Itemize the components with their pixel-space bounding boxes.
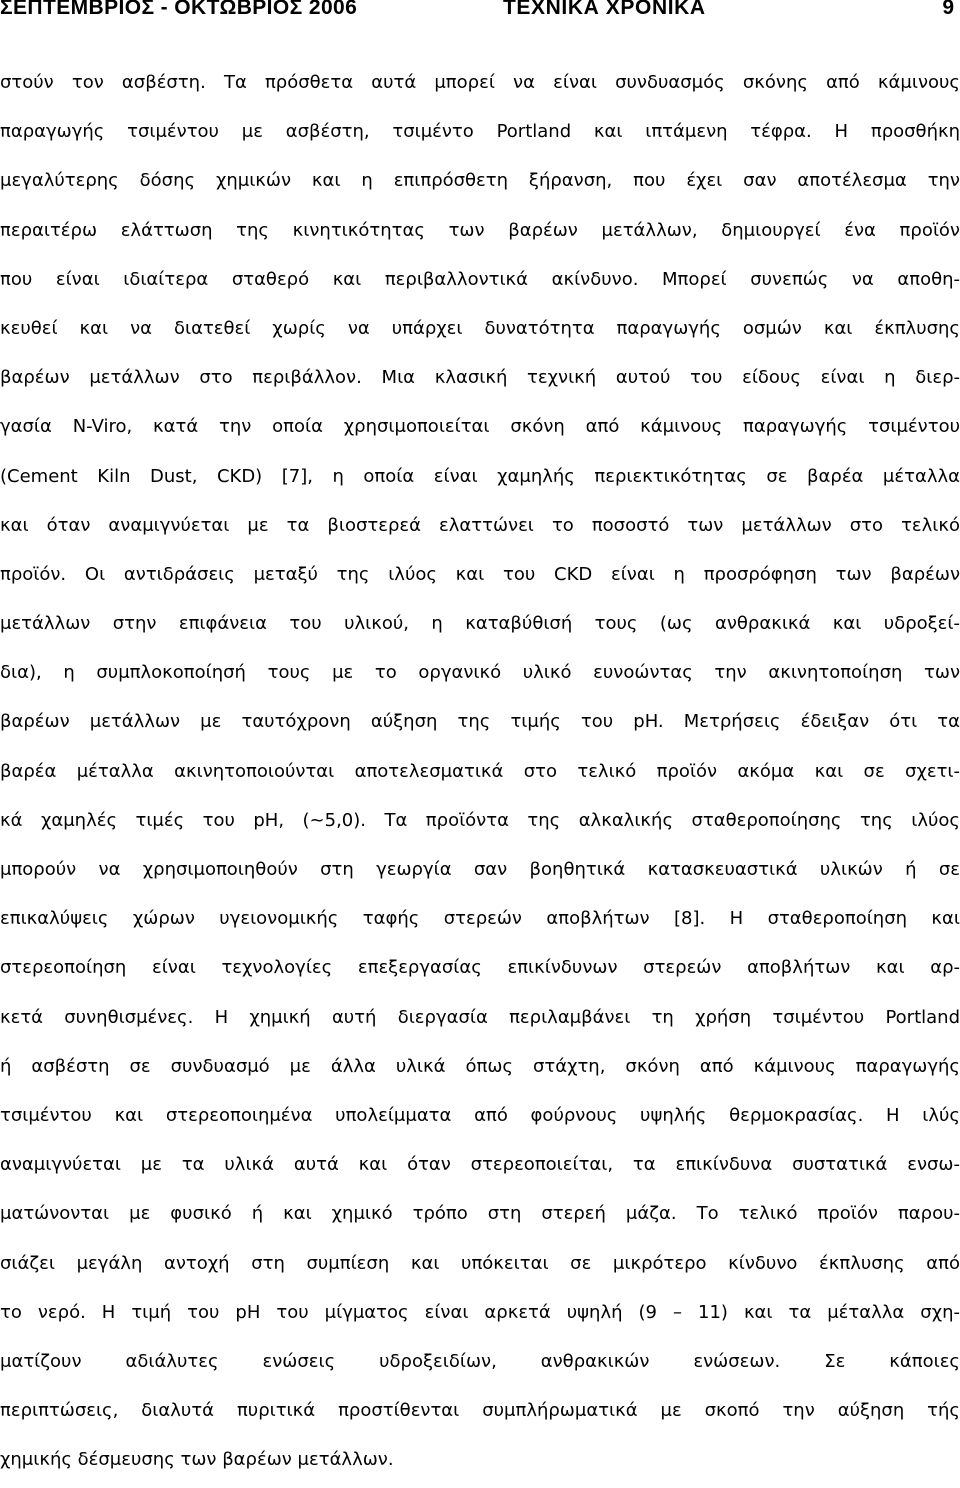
text-line: περιπτώσεις, διαλυτά πυριτικά προστίθενται συμπλήρωματικά με σκοπό την αύξηση τής [0, 1400, 960, 1422]
text-line: ματίζουν αδιάλυτες ενώσεις υδροξειδίων, ανθρακικών ενώσεων. Σε κάποιες [0, 1350, 960, 1372]
text-line: μεγαλύτερης δόσης χημικών και η επιπρόσθετη ξήρανση, που έχει σαν αποτέλεσμα την [0, 170, 960, 192]
text-line: ματώνονται με φυσικό ή και χημικό τρόπο στη στερεή μάζα. Το τελικό προϊόν παρου- [0, 1203, 960, 1225]
text-line: παραγωγής τσιμέντου με ασβέστη, τσιμέντο Portland και ιπτάμενη τέφρα. Η προσθήκη [0, 121, 960, 143]
text-line: βαρέων μετάλλων με ταυτόχρονη αύξηση της τιμής του pH. Μετρήσεις έδειξαν ότι τα [0, 711, 960, 733]
text-line: το νερό. Η τιμή του pH του μίγματος είναι αρκετά υψηλή (9 – 11) και τα μέταλλα σχη- [0, 1301, 960, 1323]
text-line: κά χαμηλές τιμές του pH, (~5,0). Τα προϊόντα της αλκαλικής σταθεροποίησης της ιλύος [0, 809, 960, 831]
text-line: προϊόν. Οι αντιδράσεις μεταξύ της ιλύος και του CKD είναι η προσρόφηση των βαρέων [0, 563, 960, 585]
text-line: επικαλύψεις χώρων υγειονομικής ταφής στερεών αποβλήτων [8]. Η σταθεροποίηση και [0, 908, 960, 930]
body-paragraph [0, 62, 960, 1488]
text-line: δια), η συμπλοκοποίησή τους με το οργανικό υλικό ευνοώντας την ακινητοποίηση των [0, 662, 960, 684]
text-line: (Cement Kiln Dust, CKD) [7], η οποία είναι χαμηλής περιεκτικότητας σε βαρέα μέταλλα [0, 465, 960, 487]
text-line: αναμιγνύεται με τα υλικά αυτά και όταν στερεοποιείται, τα επικίνδυνα συστατικά ενσω- [0, 1154, 960, 1176]
text-line: στούν τον ασβέστη. Τα πρόσθετα αυτά μπορεί να είναι συνδυασμός σκόνης από κάμινους [0, 72, 960, 93]
text-line: και όταν αναμιγνύεται με τα βιοστερεά ελαττώνει το ποσοστό των μετάλλων στο τελικό [0, 514, 960, 536]
text-line-last: χημικής δέσμευσης των βαρέων μετάλλων. [0, 1449, 394, 1471]
text-line: τσιμέντου και στερεοποιημένα υπολείμματα από φούρνους υψηλής θερμοκρασίας. Η ιλύς [0, 1104, 960, 1126]
text-line: γασία N-Viro, κατά την οποία χρησιμοποιείται σκόνη από κάμινους παραγωγής τσιμέντου [0, 416, 960, 438]
header-issue-date: ΣΕΠΤΕΜΒΡΙΟΣ - ΟΚΤΩΒΡΙΟΣ 2006 [0, 0, 358, 19]
text-line: κετά συνηθισμένες. Η χημική αυτή διεργασία περιλαμβάνει τη χρήση τσιμέντου Portland [0, 1006, 960, 1028]
text-line: ή ασβέστη σε συνδυασμό με άλλα υλικά όπως στάχτη, σκόνη από κάμινους παραγωγής [0, 1055, 960, 1077]
text-line: μετάλλων στην επιφάνεια του υλικού, η καταβύθισή τους (ως ανθρακικά και υδροξεί- [0, 613, 960, 635]
text-line: βαρέων μετάλλων στο περιβάλλον. Μια κλασική τεχνική αυτού του είδους είναι η διερ- [0, 367, 960, 389]
page-number: 9 [942, 0, 954, 19]
text-line: βαρέα μέταλλα ακινητοποιούνται αποτελεσματικά στο τελικό προϊόν ακόμα και σε σχετι- [0, 760, 960, 782]
text-line: περαιτέρω ελάττωση της κινητικότητας των βαρέων μετάλλων, δημιουργεί ένα προϊόν [0, 219, 960, 241]
text-line: σιάζει μεγάλη αντοχή στη συμπίεση και υπόκειται σε μικρότερο κίνδυνο έκπλυσης από [0, 1252, 960, 1274]
page-header [0, 0, 960, 24]
text-line: που είναι ιδιαίτερα σταθερό και περιβαλλοντικά ακίνδυνο. Μπορεί συνεπώς να αποθη- [0, 268, 960, 290]
text-line: στερεοποίηση είναι τεχνολογίες επεξεργασίας επικίνδυνων στερεών αποβλήτων και αρ- [0, 957, 960, 979]
text-line: μπορούν να χρησιμοποιηθούν στη γεωργία σαν βοηθητικά κατασκευαστικά υλικών ή σε [0, 859, 960, 880]
text-line: κευθεί και να διατεθεί χωρίς να υπάρχει δυνατότητα παραγωγής οσμών και έκπλυσης [0, 317, 960, 339]
header-journal-title: ΤΕΧΝΙΚΑ ΧΡΟΝΙΚΑ [503, 0, 706, 19]
